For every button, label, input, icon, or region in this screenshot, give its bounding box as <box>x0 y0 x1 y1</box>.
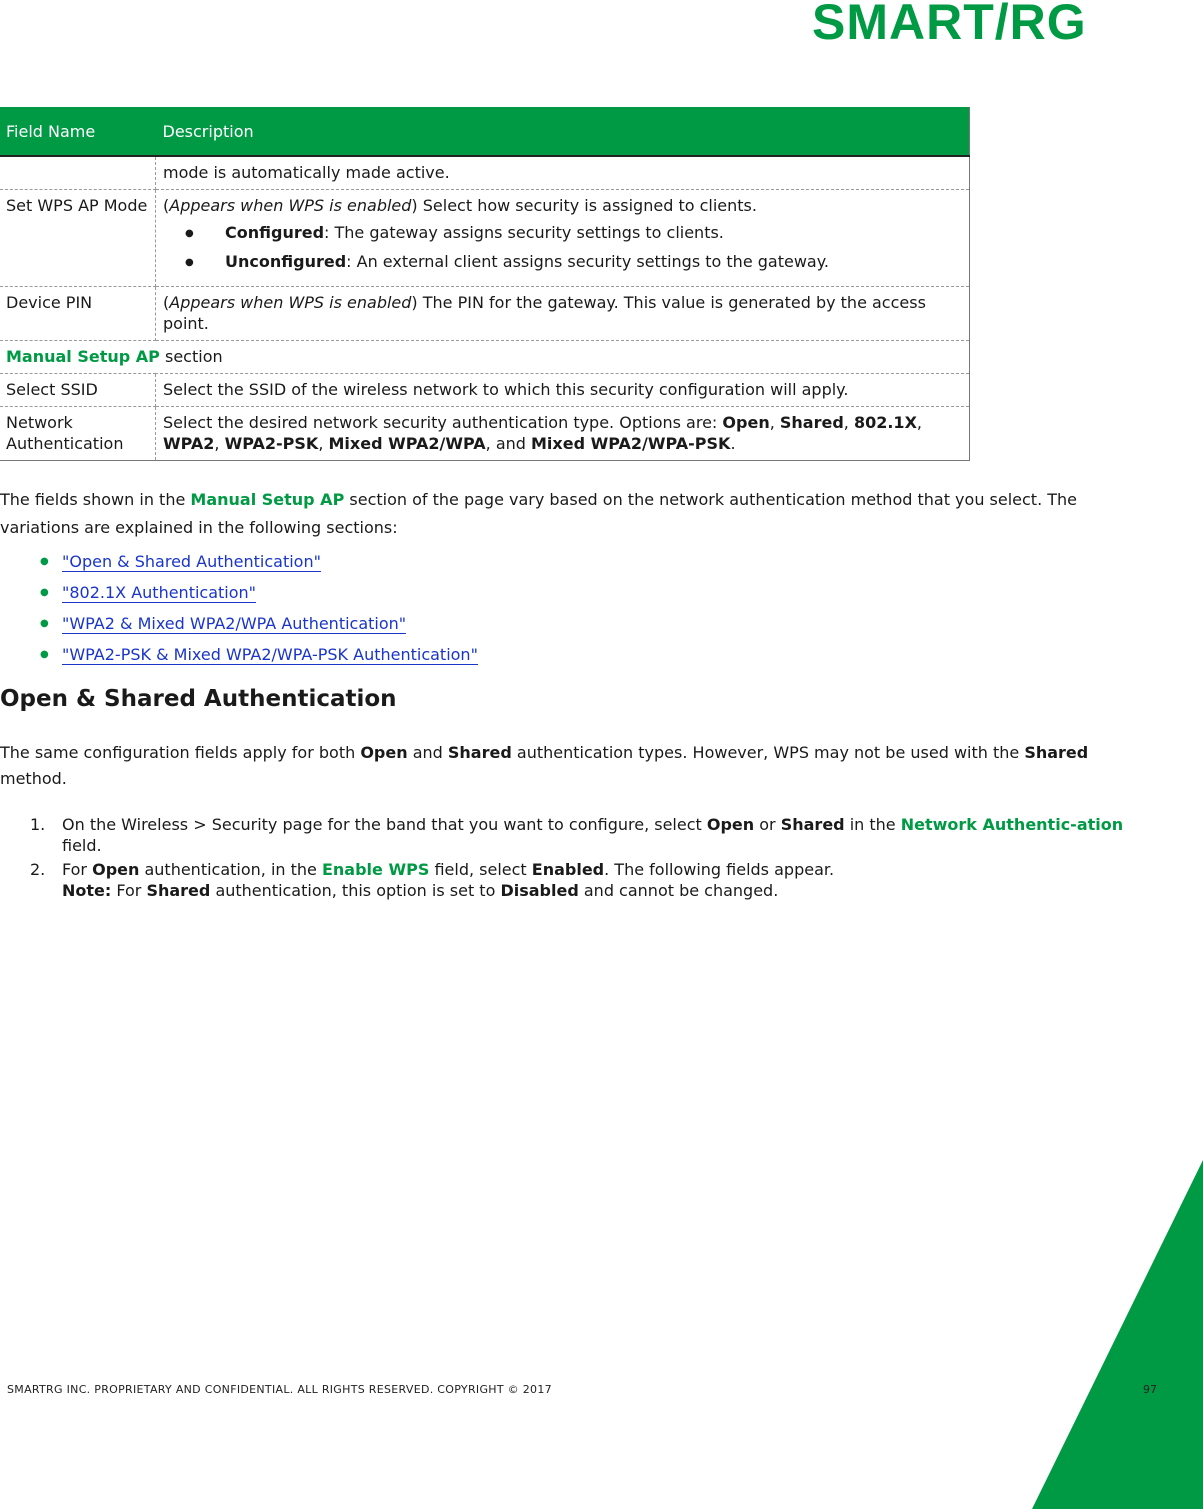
step-text: On the Wireless > Security page for the band that you want to configure, select <box>62 815 707 834</box>
link-wpa2-mixed[interactable]: "WPA2 & Mixed WPA2/WPA Authentication" <box>62 614 407 633</box>
section-links <box>40 546 478 670</box>
italic-note: Appears when WPS is enabled <box>169 293 412 312</box>
italic-note: Appears when WPS is enabled <box>169 196 412 215</box>
table-row <box>0 407 970 461</box>
option-wpa2-psk: WPA2-PSK <box>224 434 319 453</box>
paragraph-text: authentication types. However, WPS may not be used with the <box>511 743 1025 762</box>
field-name-cell: Select SSID <box>0 374 156 407</box>
body-paragraph <box>0 740 1130 792</box>
highlight-text: Manual Setup AP <box>190 490 345 509</box>
bold-shared: Shared <box>447 743 512 762</box>
note-text: and cannot be changed. <box>578 881 779 900</box>
footer-copyright: SMARTRG INC. PROPRIETARY AND CONFIDENTIAL. ALL RIGHTS RESERVED. COPYRIGHT © 2017 <box>7 1383 552 1396</box>
page-number: 97 <box>1143 1383 1157 1396</box>
bold-open: Open <box>360 743 408 762</box>
option-open: Open <box>722 413 770 432</box>
description-text: Select the desired network security authentication type. Options are: <box>163 413 723 432</box>
section-row <box>0 341 970 374</box>
bold-enabled: Enabled <box>531 860 605 879</box>
step-text: in the <box>844 815 901 834</box>
paragraph-text: section of the page vary based on the network authentication method that you select. The variations are explained in the following sections: <box>0 490 1078 537</box>
description-cell: (Appears when WPS is enabled) The PIN for the gateway. This value is generated by the access point. <box>156 287 970 341</box>
and-text: , and <box>485 434 531 453</box>
link-wpa2-psk-mixed[interactable]: "WPA2-PSK & Mixed WPA2/WPA-PSK Authentication" <box>62 645 478 664</box>
option-8021x: 802.1X <box>853 413 917 432</box>
note-text: For <box>111 881 147 900</box>
field-reference: Network Authentic-ation <box>900 815 1124 834</box>
description-cell: Select the SSID of the wireless network to which this security configuration will apply. <box>156 374 970 407</box>
note-text: authentication, this option is set to <box>210 881 501 900</box>
step-text: field. <box>62 836 102 855</box>
option-term: Configured <box>225 223 325 242</box>
paragraph-text: and <box>407 743 448 762</box>
header-description: Description <box>156 107 970 156</box>
bold-open: Open <box>706 815 755 834</box>
list-item <box>40 546 478 577</box>
field-name-cell <box>0 156 156 190</box>
step-text: authentication, in the <box>139 860 322 879</box>
list-item <box>40 608 478 639</box>
bold-shared: Shared <box>1024 743 1089 762</box>
bold-shared: Shared <box>780 815 845 834</box>
bold-shared: Shared <box>146 881 211 900</box>
field-reference: Enable WPS <box>321 860 430 879</box>
description-cell: Select the desired network security authentication type. Options are: Open, Shared, 802.1X, WPA2, WPA2-PSK, Mixed WPA2/WPA, and Mixed WPA2/WPA-PSK. <box>156 407 970 461</box>
field-name-cell: Device PIN <box>0 287 156 341</box>
option-mixed-psk: Mixed WPA2/WPA-PSK <box>531 434 731 453</box>
steps-list <box>0 814 1140 904</box>
option-shared: Shared <box>779 413 844 432</box>
list-item <box>185 251 963 272</box>
table-row <box>0 190 970 287</box>
section-heading: Open & Shared Authentication <box>0 686 397 712</box>
link-8021x[interactable]: "802.1X Authentication" <box>62 583 257 602</box>
option-term: Unconfigured <box>225 252 347 271</box>
description-text: ) Select how security is assigned to clients. <box>411 196 757 215</box>
step-text: For <box>62 860 93 879</box>
table-row <box>0 156 970 190</box>
bold-disabled: Disabled <box>500 881 579 900</box>
description-cell: mode is automatically made active. <box>156 156 970 190</box>
note-label: Note: <box>62 881 112 900</box>
list-item <box>40 577 478 608</box>
intro-paragraph <box>0 486 1130 542</box>
paragraph-text: The same configuration fields apply for both <box>0 743 361 762</box>
section-cell <box>0 341 970 374</box>
link-open-shared[interactable]: "Open & Shared Authentication" <box>62 552 321 571</box>
section-suffix: section <box>159 347 223 366</box>
table-row <box>0 287 970 341</box>
option-list <box>163 222 963 272</box>
table-header-row <box>0 107 970 156</box>
step-text: or <box>754 815 781 834</box>
paragraph-text: method. <box>0 769 67 788</box>
table-row <box>0 374 970 407</box>
step-text: . The following fields appear. <box>604 860 835 879</box>
option-text: : An external client assigns security settings to the gateway. <box>346 252 829 271</box>
list-item <box>185 222 963 243</box>
field-name-cell: Set WPS AP Mode <box>0 190 156 287</box>
description-text: ) The PIN for the gateway. This value is generated by the access point. <box>163 293 926 333</box>
field-table <box>0 107 970 461</box>
field-name-cell: Network Authentication <box>0 407 156 461</box>
description-cell: (Appears when WPS is enabled) Select how security is assigned to clients. ● Configured: The gateway assigns security settings to clients. ● Unconfigured: An external client assigns security settings to the gateway. <box>156 190 970 287</box>
option-wpa2: WPA2 <box>163 434 215 453</box>
step-item <box>0 814 1140 856</box>
section-label: Manual Setup AP <box>6 347 160 366</box>
smartrg-logo: SMART/RG <box>812 0 1087 50</box>
list-item <box>40 639 478 670</box>
step-text: field, select <box>429 860 532 879</box>
option-text: : The gateway assigns security settings to clients. <box>324 223 724 242</box>
option-mixed: Mixed WPA2/WPA <box>328 434 486 453</box>
header-field-name: Field Name <box>0 107 156 156</box>
step-number: 2. <box>30 860 46 879</box>
step-item <box>0 859 1140 901</box>
bold-open: Open <box>92 860 140 879</box>
step-number: 1. <box>30 815 46 834</box>
paragraph-text: The fields shown in the <box>0 490 191 509</box>
